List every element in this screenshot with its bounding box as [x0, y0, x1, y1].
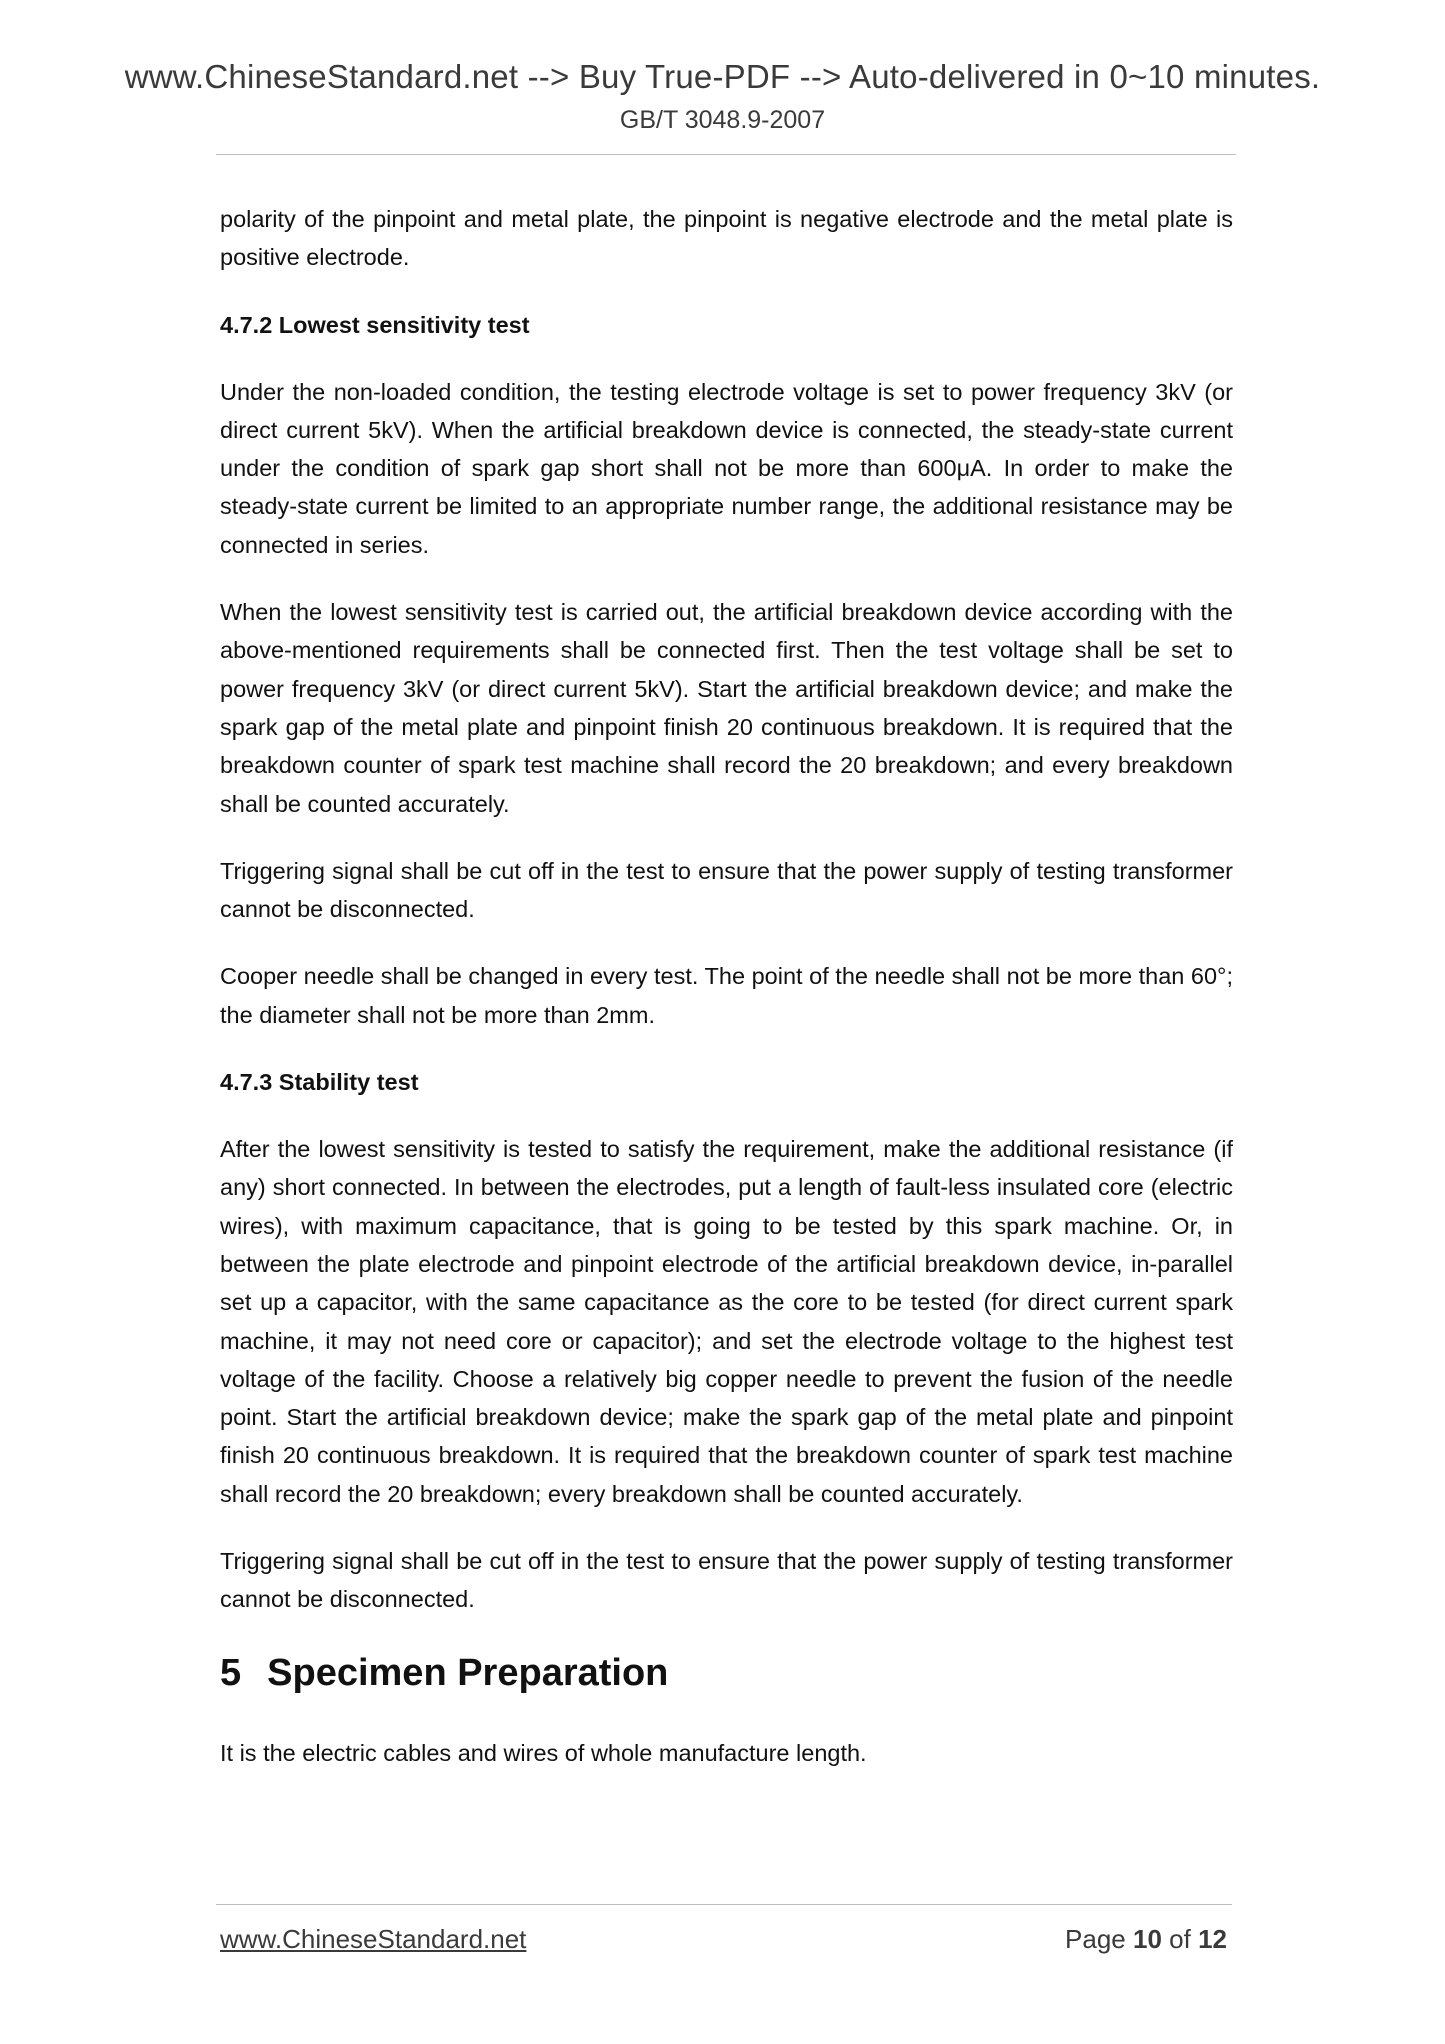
paragraph-cooper-needle: Cooper needle shall be changed in every test. The point of the needle shall not be more than 60°; the diameter shall not be more than 2mm.	[220, 963, 1233, 1028]
section-5-number: 5	[220, 1651, 242, 1694]
page-of: of	[1169, 1924, 1191, 1954]
paragraph-specimen: It is the electric cables and wires of whole manufacture length.	[220, 1739, 867, 1766]
page-content	[220, 200, 1233, 1801]
heading-4-7-3: 4.7.3 Stability test	[220, 1069, 419, 1096]
paragraph-triggering-2: Triggering signal shall be cut off in the test to ensure that the power supply of testing transformer cannot be disconnected.	[220, 1548, 1233, 1613]
page-prefix: Page	[1065, 1924, 1126, 1954]
header-banner: www.ChineseStandard.net --> Buy True-PDF --> Auto-delivered in 0~10 minutes.	[124, 58, 1321, 95]
footer-site-link[interactable]: www.ChineseStandard.net	[220, 1924, 527, 1954]
paragraph-triggering-1: Triggering signal shall be cut off in the test to ensure that the power supply of testing transformer cannot be disconnected.	[220, 857, 1233, 923]
section-5-heading	[220, 1648, 1233, 1698]
heading-4-7-2: 4.7.2 Lowest sensitivity test	[220, 311, 530, 338]
paragraph-lowest-sensitivity: When the lowest sensitivity test is carried out, the artificial breakdown device according with the above-mentioned requirements shall be connected first. Then the test voltage shall be set to power frequency 3kV (or direct current 5kV). Start the artificial breakdown device; and make the spark gap of the metal plate and pinpoint finish 20 continuous breakdown. It is required that the breakdown counter of spark test machine shall record the 20 breakdown; and every breakdown shall be counted accurately.	[220, 599, 1233, 817]
standard-code: GB/T 3048.9-2007	[619, 106, 826, 134]
header-divider	[216, 154, 1236, 155]
page-number	[1065, 1924, 1227, 1955]
paragraph-polarity: polarity of the pinpoint and metal plate, the pinpoint is negative electrode and the metal plate is positive electrode.	[220, 206, 1233, 271]
paragraph-stability: After the lowest sensitivity is tested to satisfy the requirement, make the additional resistance (if any) short connected. In between the electrodes, put a length of fault-less insulated core (electric wires), with maximum capacitance, that is going to be tested by this spark machine. Or, in between the plate electrode and pinpoint electrode of the artificial breakdown device, in-parallel set up a capacitor, with the same capacitance as the core to be tested (for direct current spark machine, it may not need core or capacitor); and set the electrode voltage to the highest test voltage of the facility. Choose a relatively big copper needle to prevent the fusion of the needle point. Start the artificial breakdown device; make the spark gap of the metal plate and pinpoint finish 20 continuous breakdown. It is required that the breakdown counter of spark test machine shall record the 20 breakdown; every breakdown shall be counted accurately.	[220, 1136, 1233, 1507]
page-total: 12	[1198, 1924, 1227, 1954]
paragraph-non-loaded: Under the non-loaded condition, the testing electrode voltage is set to power frequency 3kV (or direct current 5kV). When the artificial breakdown device is connected, the steady-state current under the condition of spark gap short shall not be more than 600μA. In order to make the steady-state current be limited to an appropriate number range, the additional resistance may be connected in series.	[220, 378, 1233, 558]
section-5-title: Specimen Preparation	[267, 1651, 669, 1694]
page-current: 10	[1133, 1924, 1162, 1954]
footer-divider	[216, 1904, 1232, 1905]
